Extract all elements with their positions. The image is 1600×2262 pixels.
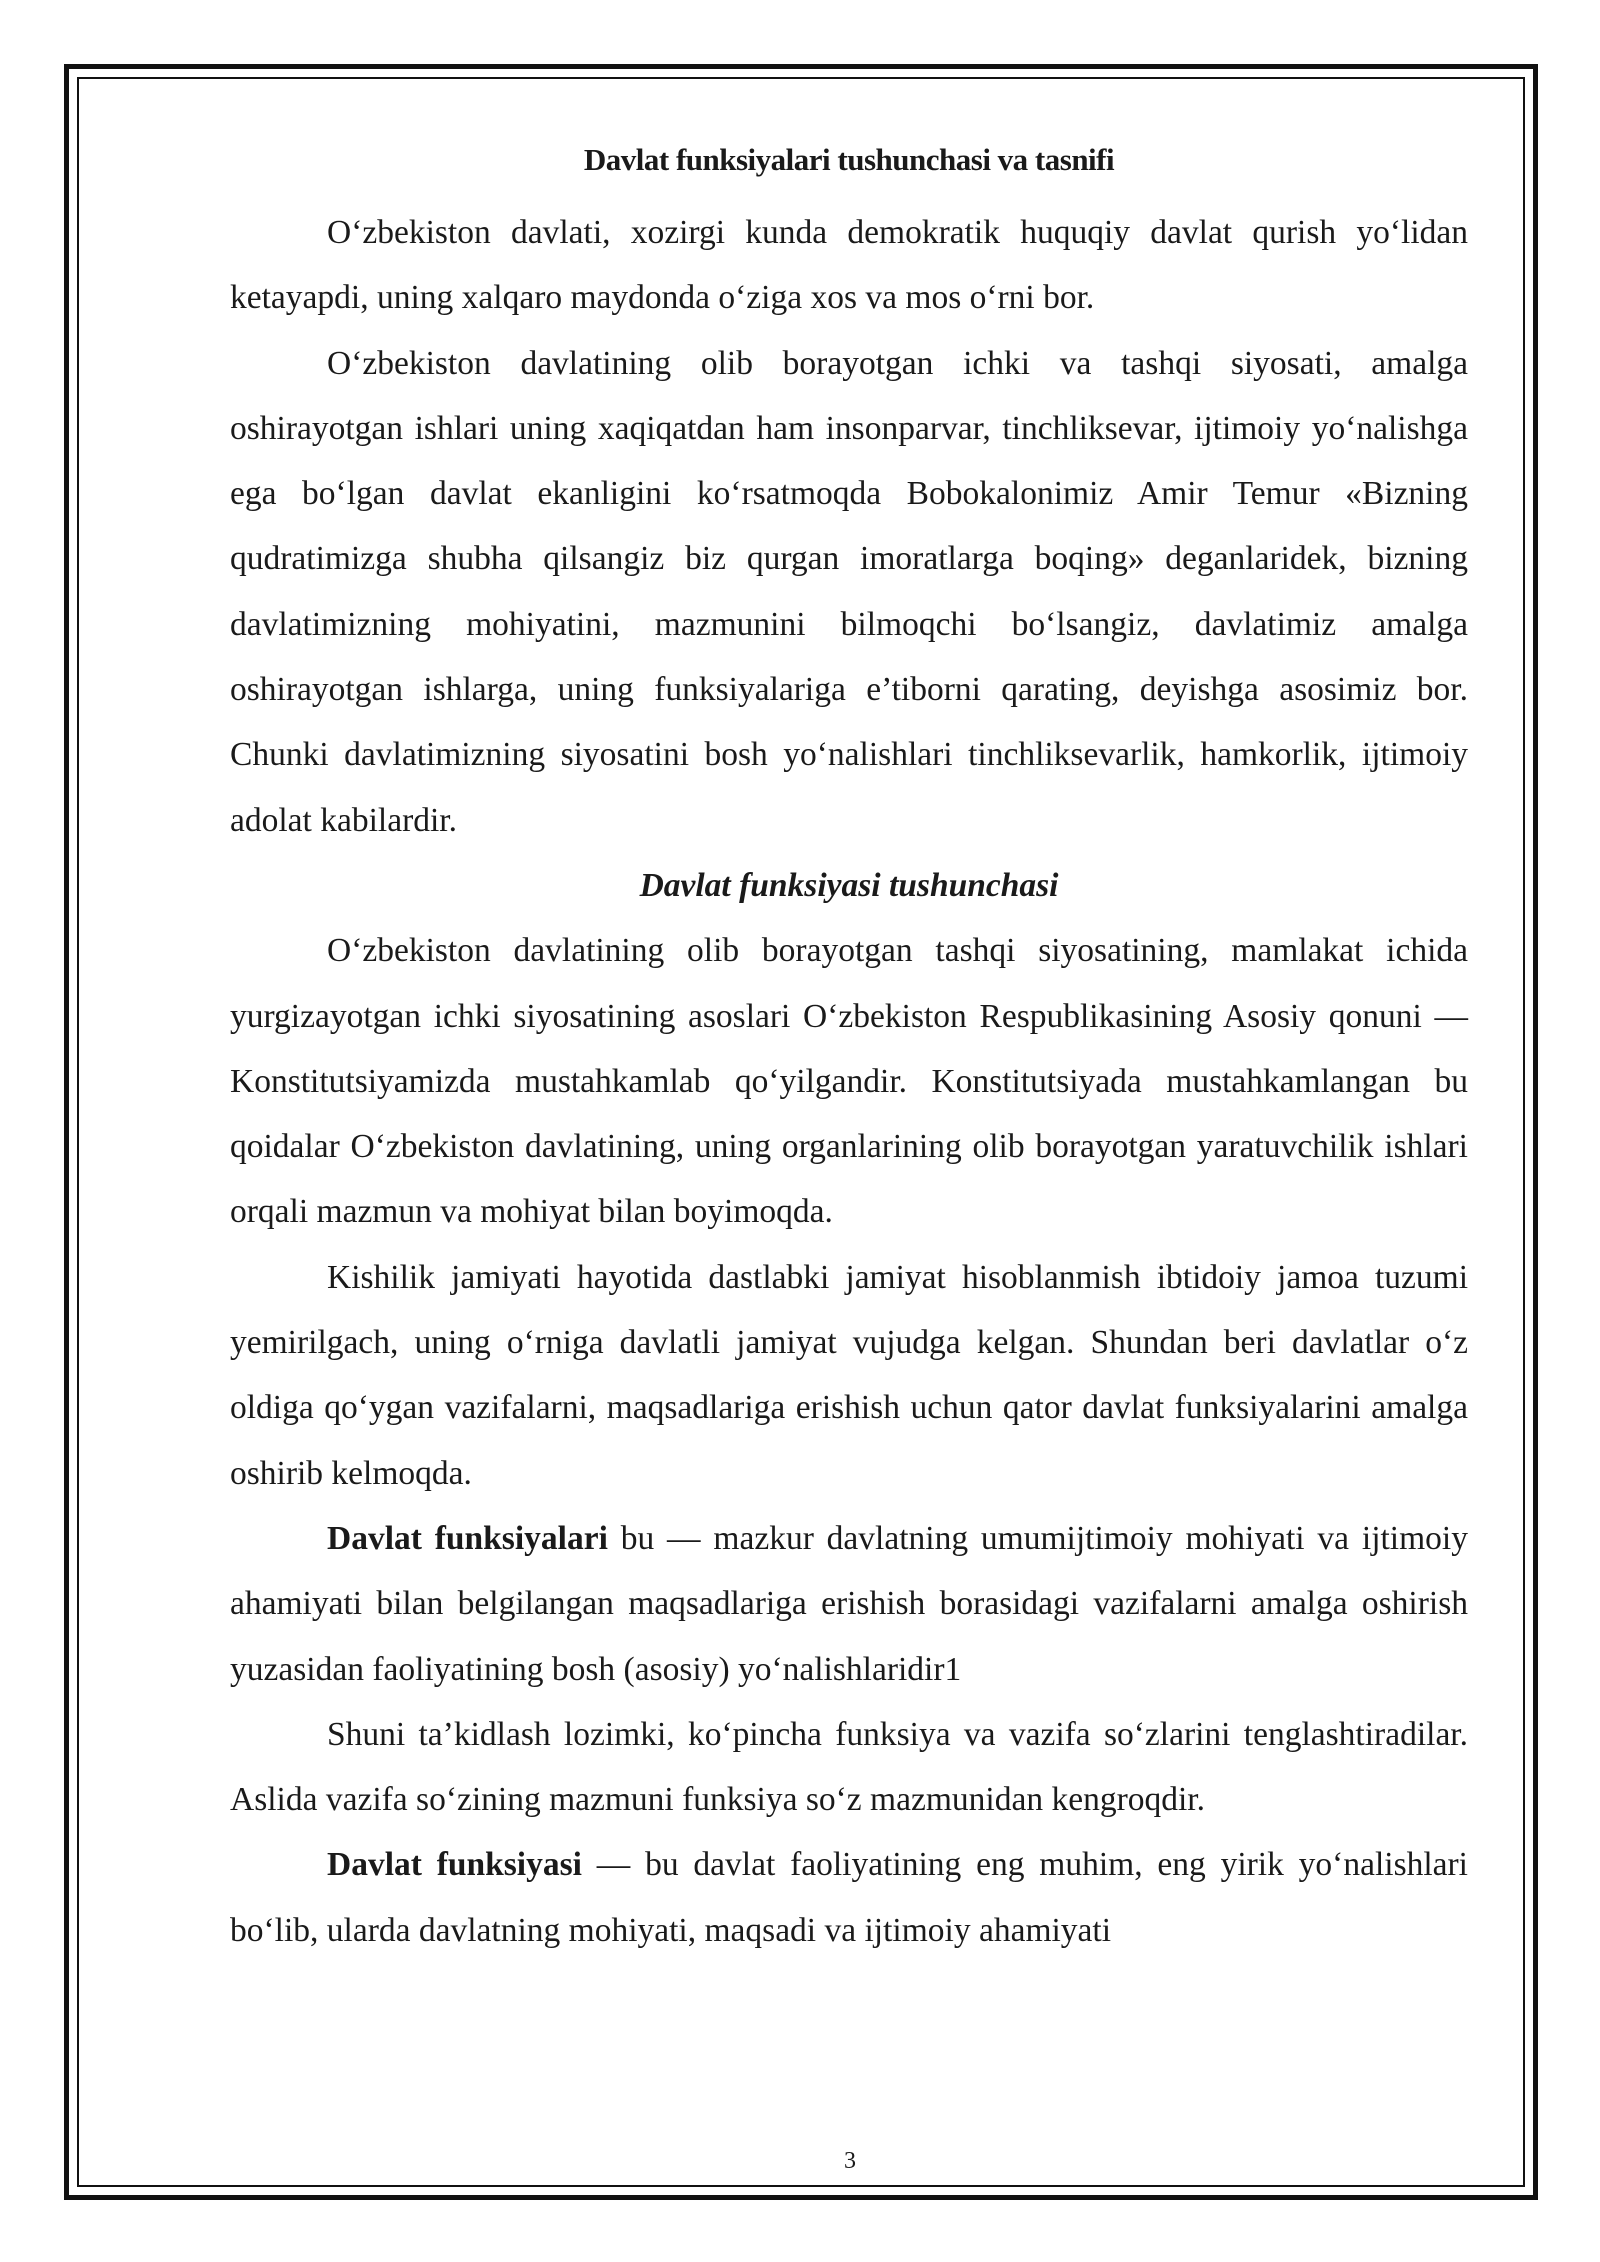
paragraph-2: O‘zbekiston davlatining olib borayotgan ichki va tashqi siyosati, amalga oshirayotgan ishlari uning xaqiqatdan ham insonparvar, tinchliksevar, ijtimoiy yo‘nalishga ega bo‘lgan davlat ekanligini ko‘rsatmoqda Bobokalonimiz Amir Temur «Bizning qudratimizga shubha qilsangiz biz qurgan imoratlarga boqing» deganlaridek, bizning davlatimizning mohiyatini, mazmunini bilmoqchi bo‘lsangiz, davlatimiz amalga oshirayotgan ishlarga, uning funksiyalariga e’tiborni qarating, deyishga asosimiz bor. Chunki davlatimizning siyosatini bosh yo‘nalishlari tinchliksevarlik, hamkorlik, ijtimoiy adolat kabilardir. [230, 344, 1468, 839]
paragraph-5 [230, 1506, 1468, 1702]
paragraph-6: Shuni ta’kidlash lozimki, ko‘pincha funksiya va vazifa so‘zlarini tenglashtiradilar. Aslida vazifa so‘zining mazmuni funksiya so‘z mazmunidan kengroqdir. [230, 1715, 1468, 1819]
term-davlat-funksiyasi: Davlat funksiyasi [327, 1846, 582, 1884]
section-subheading: Davlat funksiyasi tushunchasi [639, 866, 1059, 904]
page-number: 3 [844, 2148, 856, 2174]
paragraph-7-text: — bu davlat faoliyatining eng muhim, eng yirik yo‘nalishlari bo‘lib, ularda davlatning mohiyati, maqsadi va ijtimoiy ahamiyati [230, 1846, 1468, 1949]
paragraph-1: O‘zbekiston davlati, xozirgi kunda demokratik huquqiy davlat qurish yo‘lidan ketayapdi, uning xalqaro maydonda o‘ziga xos va mos o‘rni bor. [230, 214, 1468, 317]
term-davlat-funksiyalari: Davlat funksiyalari [327, 1519, 608, 1557]
document-body [230, 134, 1468, 1963]
paragraph-7 [230, 1832, 1468, 1963]
document-title: Davlat funksiyalari tushunchasi va tasnifi [583, 142, 1115, 177]
paragraph-3: O‘zbekiston davlatining olib borayotgan tashqi siyosatining, mamlakat ichida yurgizayotgan ichki siyosatining asoslari O‘zbekiston Respublikasining Asosiy qonuni — Konstitutsiyamizda mustahkamlab qo‘yilgandir. Konstitutsiyada mustahkamlangan bu qoidalar O‘zbekiston davlatining, uning organlarining olib borayotgan yaratuvchilik ishlari orqali mazmun va mohiyat bilan boyimoqda. [230, 932, 1468, 1231]
paragraph-5-text: bu — mazkur davlatning umumijtimoiy mohiyati va ijtimoiy ahamiyati bilan belgilangan maqsadlariga erishish borasidagi vazifalarni amalga oshirish yuzasidan faoliyatining bosh (asosiy) yo‘nalishlaridir1 [230, 1519, 1468, 1688]
paragraph-4: Kishilik jamiyati hayotida dastlabki jamiyat hisoblanmish ibtidoiy jamoa tuzumi yemirilgach, uning o‘rniga davlatli jamiyat vujudga kelgan. Shundan beri davlatlar o‘z oldiga qo‘ygan vazifalarni, maqsadlariga erishish uchun qator davlat funksiyalarini amalga oshirib kelmoqda. [230, 1258, 1468, 1492]
